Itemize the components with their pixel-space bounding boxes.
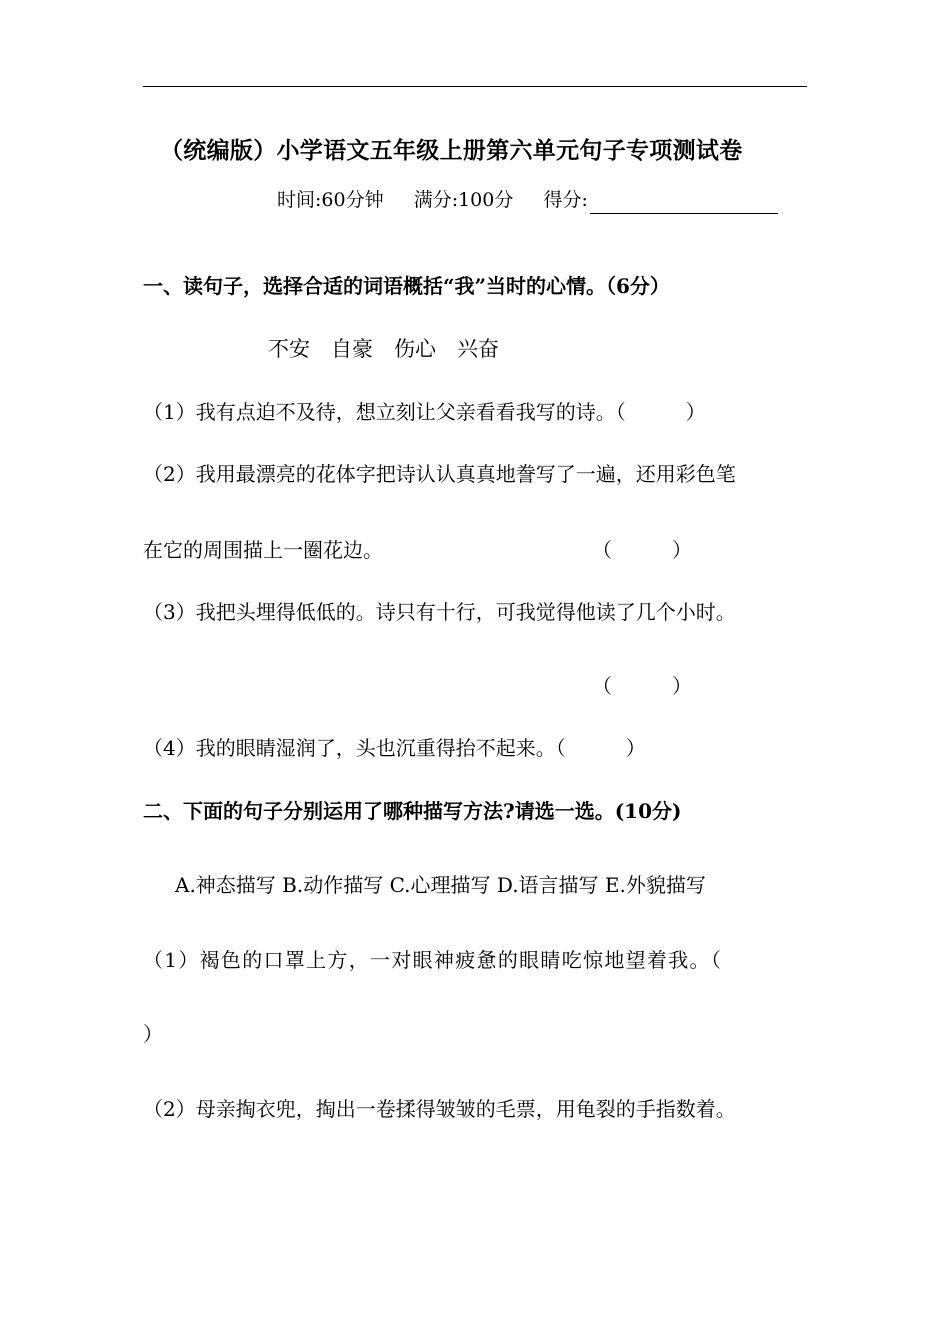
section2-q2-line1: （2）母亲掏衣兜，掏出一卷揉得皱皱的毛票，用龟裂的手指数着。 xyxy=(143,1097,736,1121)
section1-heading: 一、读句子，选择合适的词语概括“我”当时的心情。（6分） xyxy=(143,274,670,298)
section1-q1: （1）我有点迫不及待，想立刻让父亲看看我写的诗。（ ） xyxy=(143,400,706,424)
section1-q4: （4）我的眼睛湿润了，头也沉重得抬不起来。（ ） xyxy=(143,736,646,760)
section1-q2-line1: （2）我用最漂亮的花体字把诗认认真真地誊写了一遍，还用彩色笔 xyxy=(143,462,736,486)
section2-options: A.神态描写 B.动作描写 C.心理描写 D.语言描写 E.外貌描写 xyxy=(175,873,706,897)
page-title: （统编版）小学语文五年级上册第六单元句子专项测试卷 xyxy=(160,137,743,164)
section2-heading: 二、下面的句子分别运用了哪种描写方法?请选一选。(10分) xyxy=(143,799,682,823)
section1-q3-line1: （3）我把头埋得低低的。诗只有十行，可我觉得他读了几个小时。 xyxy=(143,600,736,624)
section2-q1-line1: （1）褐色的口罩上方，一对眼神疲惫的眼睛吃惊地望着我。（ xyxy=(143,948,723,972)
section1-q2-answer-paren[interactable]: （ ） xyxy=(592,538,692,562)
score-label: 得分: xyxy=(543,189,588,211)
top-rule xyxy=(143,86,807,87)
section2-q1-line2: ） xyxy=(143,1022,163,1046)
section1-q2-line2: 在它的周围描上一圈花边。 xyxy=(143,538,383,562)
score-blank[interactable] xyxy=(590,193,778,214)
exam-meta xyxy=(277,186,778,214)
section1-q3-answer-paren[interactable]: （ ） xyxy=(592,674,692,698)
full-score-label: 满分:100分 xyxy=(413,189,514,211)
time-label: 时间:60分钟 xyxy=(277,189,384,211)
section1-word-bank: 不安 自豪 伤心 兴奋 xyxy=(268,337,499,361)
